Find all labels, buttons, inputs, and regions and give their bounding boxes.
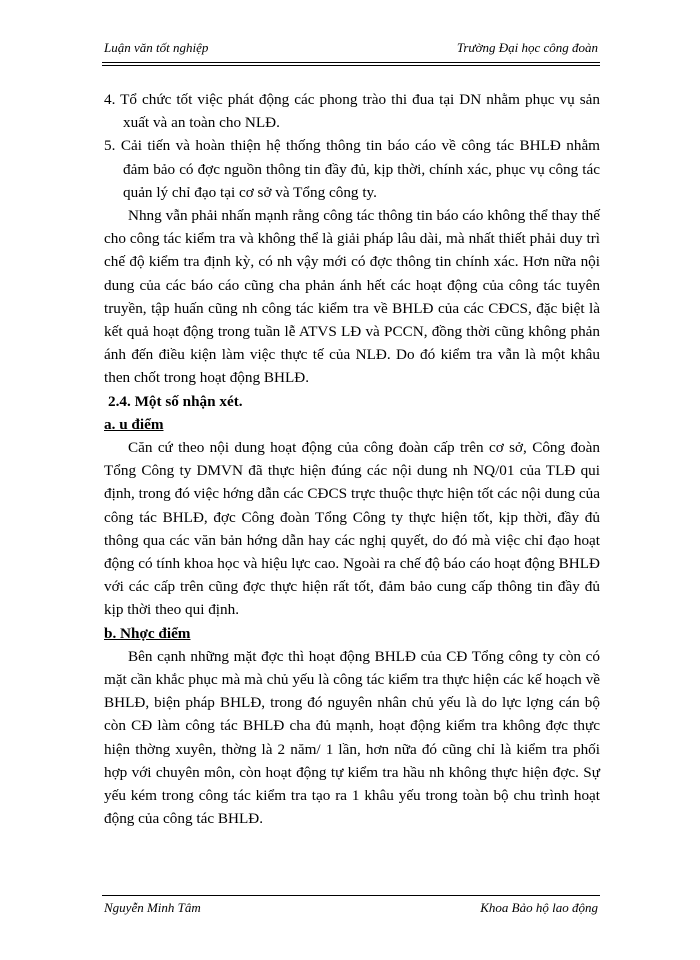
subheading-advantages: a. u điểm: [104, 415, 164, 433]
page-header: [102, 40, 600, 60]
footer-author: Nguyễn Minh Tâm: [104, 900, 201, 915]
header-divider: [102, 62, 600, 66]
document-body: [104, 88, 600, 831]
subheading-disadvantages: b. Nhợc điểm: [104, 624, 191, 642]
list-item-5: 5. Cải tiến và hoàn thiện hệ thống thông tin báo cáo về công tác BHLĐ nhằm đảm bảo có đợc nguồn thông tin đầy đủ, kịp thời, chính xác, phục vụ công tác quản lý chỉ đạo tại cơ sở và Tổng công ty.: [104, 137, 600, 201]
header-thesis-label: Luận văn tốt nghiệp: [104, 40, 209, 55]
paragraph-reporting: Nhng vẫn phải nhấn mạnh rằng công tác thông tin báo cáo không thể thay thế cho công tác kiểm tra và không thể là giải pháp lâu dài, mà nhất thiết phải duy trì chế độ kiểm tra định kỳ, có nh vậy mới có đợc thông tin chính xác. Hơn nữa nội dung của các báo cáo cũng cha phản ánh hết các hoạt động của công tác tuyên truyền, tập huấn cũng nh công tác kiểm tra về BHLĐ của các CĐCS, đặc biệt là kết quả hoạt động trong tuần lễ ATVS LĐ và PCCN, đồng thời cũng không phản ánh đến điều kiện làm việc thực tế của NLĐ. Do đó kiểm tra vẫn là một khâu then chốt trong hoạt động BHLĐ.: [104, 207, 600, 387]
list-item-4: 4. Tổ chức tốt việc phát động các phong trào thi đua tại DN nhằm phục vụ sản xuất và an toàn cho NLĐ.: [104, 91, 600, 132]
header-university-label: Trường Đại học công đoàn: [456, 40, 598, 55]
section-heading: 2.4. Một số nhận xét.: [108, 392, 243, 410]
footer-faculty: Khoa Bảo hộ lao động: [480, 900, 598, 915]
page-footer: [102, 900, 600, 920]
paragraph-advantages: Căn cứ theo nội dung hoạt động của công đoàn cấp trên cơ sở, Công đoàn Tổng Công ty DMVN đã thực hiện đúng các nội dung nh NQ/01 của TLĐ qui định, trong đó việc hớng dẫn các CĐCS trực thuộc thực hiện tốt các nội dung của công tác BHLĐ, đợc Công đoàn Tổng Công ty thực hiện tốt, kịp thời, đầy đủ thông qua các văn bản hớng dẫn hay các nghị quyết, do đó mà việc chỉ đạo hoạt động có tính khoa học và hiệu lực cao. Ngoài ra chế độ báo cáo hoạt động BHLĐ với các cấp trên cũng đợc thực hiện rất tốt, đảm bảo cung cấp thông tin đầy đủ kịp thời theo qui định.: [104, 439, 600, 619]
paragraph-disadvantages: Bên cạnh những mặt đợc thì hoạt động BHLĐ của CĐ Tổng công ty còn có mặt cần khắc phục mà mà chủ yếu là công tác kiểm tra thực hiện các kế hoạch về BHLĐ, biện pháp BHLĐ, trong đó nguyên nhân chủ yếu là do lực lợng cán bộ còn CĐ làm công tác BHLĐ cha đủ mạnh, hoạt động kiểm tra không đợc thực hiện thờng xuyên, thờng là 2 năm/ 1 lần, hơn nữa đó cũng chỉ là kiểm tra phối hợp với chuyên môn, còn hoạt động tự kiểm tra hầu nh không thực hiện đợc. Sự yếu kém trong công tác kiểm tra tạo ra 1 khâu yếu trong toàn bộ chu trình hoạt động của công tác BHLĐ.: [104, 647, 600, 828]
footer-divider: [102, 895, 600, 896]
